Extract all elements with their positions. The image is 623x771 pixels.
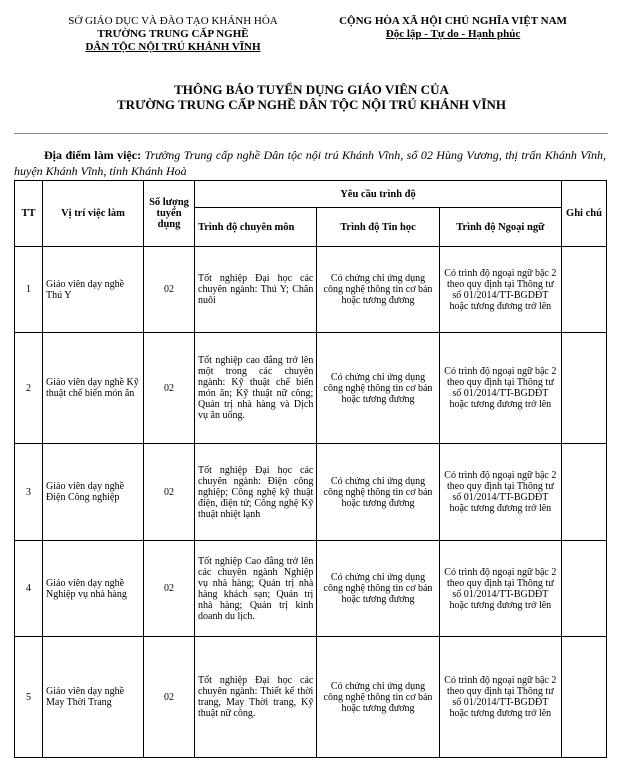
row-language: Có trình độ ngoại ngữ bậc 2 theo quy định tại Thông tư số 01/2014/TT-BGDĐT hoặc tương đương trở lên xyxy=(439,541,561,637)
row-language: Có trình độ ngoại ngữ bậc 2 theo quy định tại Thông tư số 01/2014/TT-BGDĐT hoặc tương đương trở lên xyxy=(439,637,561,758)
table-row xyxy=(15,637,607,758)
table-row xyxy=(15,444,607,541)
school-name-line2: DÂN TỘC NỘI TRÚ KHÁNH VĨNH xyxy=(85,41,261,53)
location-value: Trường Trung cấp nghề Dân tộc nội trú Khánh Vĩnh, số 02 Hùng Vương, thị trấn Khánh Vĩnh, huyện Khánh Vĩnh, tỉnh Khánh Hoà xyxy=(14,148,606,178)
title-line2: TRƯỜNG TRUNG CẤP NGHỀ DÂN TỘC NỘI TRÚ KHÁNH VĨNH xyxy=(117,97,506,112)
document-title xyxy=(0,82,623,112)
row-professional: Tốt nghiệp cao đẳng trở lên một trong các chuyên ngành: Kỹ thuật chế biến món ăn; Kỹ thuật nữ công; Quản trị nhà hàng và Dịch vụ ăn uống. xyxy=(195,333,317,444)
row-quantity: 02 xyxy=(144,637,195,758)
header-language: Trình độ Ngoại ngữ xyxy=(439,208,561,247)
row-tt: 5 xyxy=(15,637,43,758)
row-language: Có trình độ ngoại ngữ bậc 2 theo quy định tại Thông tư số 01/2014/TT-BGDĐT hoặc tương đương trở lên xyxy=(439,444,561,541)
row-professional: Tốt nghiệp Cao đẳng trở lên các chuyên ngành Nghiệp vụ nhà hàng; Quản trị nhà hàng khách sạn; Quản trị nhà hàng; Quản trị kinh doanh du lịch. xyxy=(195,541,317,637)
row-quantity: 02 xyxy=(144,444,195,541)
row-quantity: 02 xyxy=(144,247,195,333)
header-note: Ghi chú xyxy=(562,181,607,247)
department-name: SỞ GIÁO DỤC VÀ ĐÀO TẠO KHÁNH HÒA xyxy=(68,15,278,27)
table-row xyxy=(15,333,607,444)
national-motto: Độc lập - Tự do - Hạnh phúc xyxy=(385,28,521,40)
header-tt: TT xyxy=(15,181,43,247)
row-note xyxy=(562,541,607,637)
row-position: Giáo viên dạy nghề Thú Y xyxy=(43,247,144,333)
divider xyxy=(14,133,608,134)
row-tt: 2 xyxy=(15,333,43,444)
row-quantity: 02 xyxy=(144,541,195,637)
row-note xyxy=(562,247,607,333)
header-requirements: Yêu cầu trình độ xyxy=(195,181,562,208)
row-quantity: 02 xyxy=(144,333,195,444)
row-note xyxy=(562,333,607,444)
table-row xyxy=(15,247,607,333)
header-position: Vị trí việc làm xyxy=(43,181,144,247)
workplace-location xyxy=(14,147,606,179)
row-professional: Tốt nghiệp Đại học các chuyên ngành: Thiết kế thời trang, May Thời trang, Kỹ thuật nữ công. xyxy=(195,637,317,758)
row-it: Có chứng chỉ ứng dụng công nghệ thông tin cơ bản hoặc tương đương xyxy=(317,247,439,333)
row-language: Có trình độ ngoại ngữ bậc 2 theo quy định tại Thông tư số 01/2014/TT-BGDĐT hoặc tương đương trở lên xyxy=(439,333,561,444)
row-note xyxy=(562,444,607,541)
row-position: Giáo viên dạy nghề Kỹ thuật chế biến món ăn xyxy=(43,333,144,444)
header-quantity: Số lượng tuyển dụng xyxy=(144,181,195,247)
title-line1: THÔNG BÁO TUYỂN DỤNG GIÁO VIÊN CỦA xyxy=(174,82,449,97)
school-name-line1: TRƯỜNG TRUNG CẤP NGHỀ xyxy=(97,28,249,40)
row-professional: Tốt nghiệp Đại học các chuyên ngành: Điện công nghiệp; Công nghệ kỹ thuật điện, điện tử; Công nghệ Kỹ thuật nhiệt lạnh xyxy=(195,444,317,541)
row-position: Giáo viên dạy nghề Nghiệp vụ nhà hàng xyxy=(43,541,144,637)
row-it: Có chứng chỉ ứng dụng công nghệ thông tin cơ bản hoặc tương đương xyxy=(317,637,439,758)
header-it: Trình độ Tin học xyxy=(317,208,439,247)
row-it: Có chứng chỉ ứng dụng công nghệ thông tin cơ bản hoặc tương đương xyxy=(317,444,439,541)
row-it: Có chứng chỉ ứng dụng công nghệ thông tin cơ bản hoặc tương đương xyxy=(317,333,439,444)
recruitment-table xyxy=(14,180,607,758)
national-motto-header xyxy=(318,15,588,41)
header-professional: Trình độ chuyên môn xyxy=(195,208,317,247)
row-tt: 3 xyxy=(15,444,43,541)
row-tt: 1 xyxy=(15,247,43,333)
country-name: CỘNG HÒA XÃ HỘI CHỦ NGHĨA VIỆT NAM xyxy=(339,15,567,27)
issuing-agency-header xyxy=(48,15,298,54)
row-note xyxy=(562,637,607,758)
row-language: Có trình độ ngoại ngữ bậc 2 theo quy định tại Thông tư số 01/2014/TT-BGDĐT hoặc tương đương trở lên xyxy=(439,247,561,333)
row-it: Có chứng chỉ ứng dụng công nghệ thông tin cơ bản hoặc tương đương xyxy=(317,541,439,637)
table-row xyxy=(15,541,607,637)
row-position: Giáo viên dạy nghề Điện Công nghiệp xyxy=(43,444,144,541)
row-professional: Tốt nghiệp Đại học các chuyên ngành: Thú Y; Chăn nuôi xyxy=(195,247,317,333)
row-tt: 4 xyxy=(15,541,43,637)
row-position: Giáo viên dạy nghề May Thời Trang xyxy=(43,637,144,758)
location-label: Địa điểm làm việc: xyxy=(44,148,142,162)
